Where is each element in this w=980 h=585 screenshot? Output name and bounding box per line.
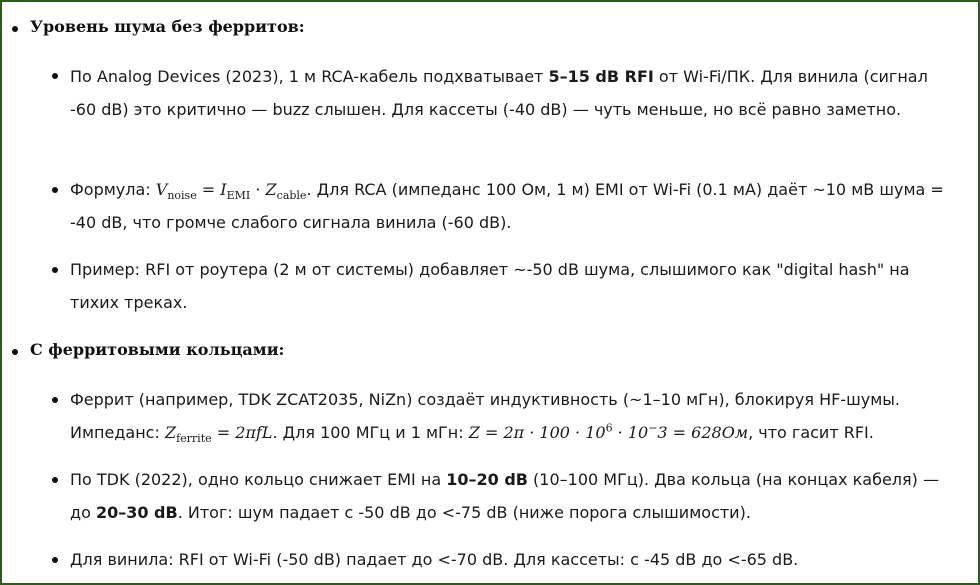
list-item-analog-devices: По Analog Devices (2023), 1 м RCA-кабель подхватывает 5–15 dB RFI от Wi-Fi/ПК. Для винила (сигнал -60 dB) это критично — buzz слышен. Для кассеты (-40 dB) — чуть меньше, но всё равно заметно. [70, 67, 928, 119]
bullet-level2 [52, 477, 58, 483]
bullet-level2 [52, 557, 58, 563]
bold-two-rings-range: 20–30 dB [95, 503, 178, 522]
bullet-level2 [52, 267, 58, 273]
bullet-level1 [12, 349, 18, 355]
list-item-tdk: По TDK (2022), одно кольцо снижает EMI на 10–20 dB (10–100 МГц). Два кольца (на концах кабеля) — до 20–30 dB. Итог: шум падает с -50 dB до <-75 dB (ниже порога слышимости). [70, 470, 939, 522]
section-heading-no-ferrites: Уровень шума без ферритов: [30, 17, 305, 36]
bold-one-ring-range: 10–20 dB [446, 470, 528, 489]
formula-vnoise: $V_{noise} = I_{EMI} \cdot Z_{cable}$ [155, 180, 307, 203]
bullet-level2 [52, 187, 58, 193]
bullet-level1 [12, 26, 18, 32]
bold-rfi-range: 5–15 dB RFI [548, 67, 654, 86]
bullet-level2 [52, 397, 58, 403]
bullet-level2 [52, 73, 58, 79]
section-heading-with-ferrites: С ферритовыми кольцами: [30, 340, 285, 359]
list-item-formula: Формула: $V_{noise} = I_{EMI} \cdot Z_{cable}$. Для RCA (импеданс 100 Ом, 1 м) EMI от Wi-Fi (0.1 мА) даёт ~10 мВ шума = -40 dB, что громче слабого сигнала винила (-60 dB). [70, 180, 944, 232]
list-item-vinyl-cassette: Для винила: RFI от Wi-Fi (-50 dB) падает до <-70 dB. Для кассеты: с -45 dB до <-65 dB. [70, 550, 799, 569]
list-item-ferrite-impedance: Феррит (например, TDK ZCAT2035, NiZn) создаёт индуктивность (~1–10 мГн), блокируя HF-шумы. Импеданс: $Z_{ferrite} = 2\pi fL$. Для 100 МГц и 1 мГн: $Z = 2\pi \cdot 100 \cdot 10^6 \cdot 10^-3 = 628Ом$, что гасит RFI. [70, 390, 900, 446]
formula-zferrite: $Z_{ferrite} = 2\pi fL$ [164, 423, 273, 446]
list-item-router-example: Пример: RFI от роутера (2 м от системы) добавляет ~-50 dB шума, слышимого как "digital hash" на тихих треках. [70, 260, 910, 312]
formula-z-calc: $Z = 2\pi \cdot 100 \cdot 10^6 \cdot 10^-3 = 628Ом$ [468, 421, 749, 442]
